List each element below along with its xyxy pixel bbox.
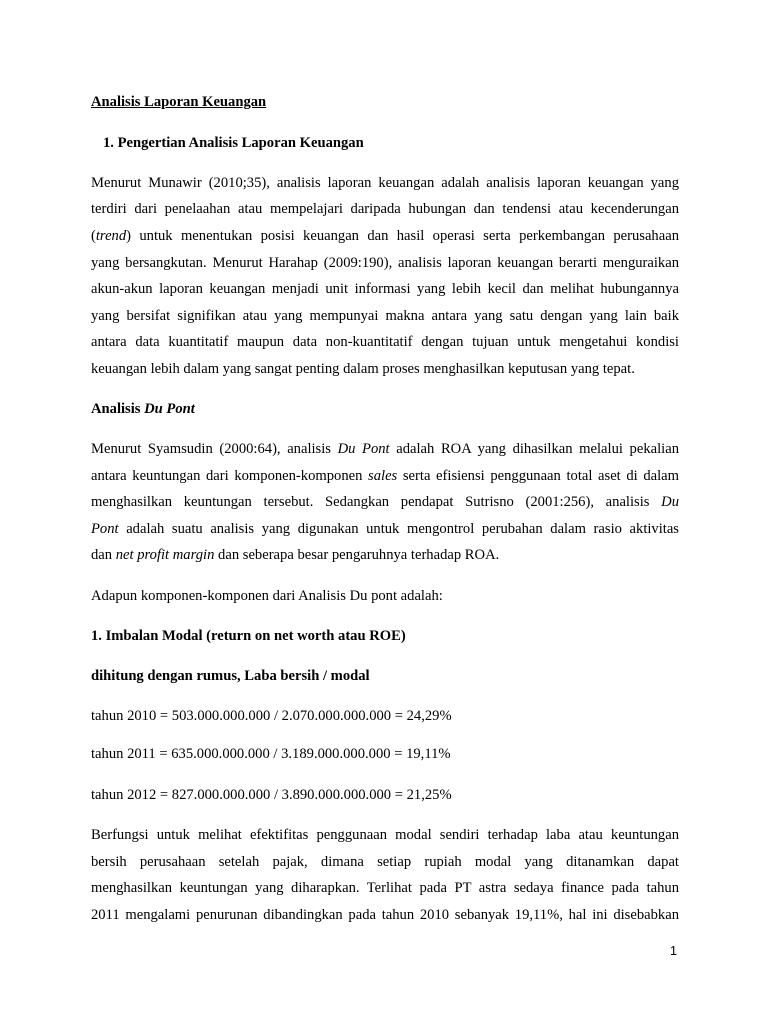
roe-formula: dihitung dengan rumus, Laba bersih / modal [91,668,370,684]
paragraph-line: antara data kuantitatif maupun data non-kuantitatif dengan tujuan untuk mengetahui kondisi [91,334,679,350]
roe-calculation-row: tahun 2010 = 503.000.000.000 / 2.070.000.000.000 = 24,29% [91,708,452,724]
paragraph-line: yang bersangkutan. Menurut Harahap (2009:190), analisis laporan keuangan berarti menguraikan [91,255,679,271]
paragraph-line: dan net profit margin dan seberapa besar pengaruhnya terhadap ROA. [91,547,500,563]
paragraph-line: keuangan lebih dalam yang sangat penting dalam proses menghasilkan keputusan yang tepat. [91,361,635,377]
section-heading-pengertian: 1. Pengertian Analisis Laporan Keuangan [103,135,364,151]
components-intro: Adapun komponen-komponen dari Analisis Du pont adalah: [91,588,443,604]
paragraph-line: (trend) untuk menentukan posisi keuangan dan hasil operasi serta perkembangan perusahaan [91,228,679,244]
roe-calculation-row: tahun 2011 = 635.000.000.000 / 3.189.000.000.000 = 19,11% [91,746,451,762]
paragraph-line: antara keuntungan dari komponen-komponen sales serta efisiensi penggunaan total aset di dalam [91,468,680,484]
page-number: 1 [670,944,677,958]
roe-calculation-row: tahun 2012 = 827.000.000.000 / 3.890.000.000.000 = 21,25% [91,787,452,803]
roe-heading: 1. Imbalan Modal (return on net worth atau ROE) [91,628,406,644]
paragraph-line: menghasilkan keuntungan tersebut. Sedangkan pendapat Sutrisno (2001:256), analisis Du [91,494,679,510]
paragraph-line: menghasilkan keuntungan yang diharapkan. Terlihat pada PT astra sedaya finance pada tahun [91,880,679,896]
paragraph-line: yang bersifat signifikan atau yang mempunyai makna antara yang satu dengan yang lain baik [91,308,679,324]
paragraph-line: terdiri dari penelaahan atau mempelajari daripada hubungan dan tendensi atau kecenderungan [91,201,679,217]
section-heading-dupont: Analisis Du Pont [91,401,195,417]
paragraph-line: Menurut Munawir (2010;35), analisis laporan keuangan adalah analisis laporan keuangan yang [91,175,679,191]
paragraph-line: 2011 mengalami penurunan dibandingkan pada tahun 2010 sebanyak 19,11%, hal ini disebabkan [91,907,679,923]
paragraph-line: Menurut Syamsudin (2000:64), analisis Du Pont adalah ROA yang dihasilkan melalui pekalian [91,441,679,457]
paragraph-line: akun-akun laporan keuangan menjadi unit informasi yang lebih kecil dan melihat hubungannya [91,281,679,297]
paragraph-line: Pont adalah suatu analisis yang digunakan untuk mengontrol perubahan dalam rasio aktivitas [91,521,679,537]
document-title: Analisis Laporan Keuangan [91,94,267,110]
paragraph-line: Berfungsi untuk melihat efektifitas penggunaan modal sendiri terhadap laba atau keuntungan [91,827,679,843]
paragraph-line: bersih perusahaan setelah pajak, dimana setiap rupiah modal yang ditanamkan dapat [91,854,679,870]
